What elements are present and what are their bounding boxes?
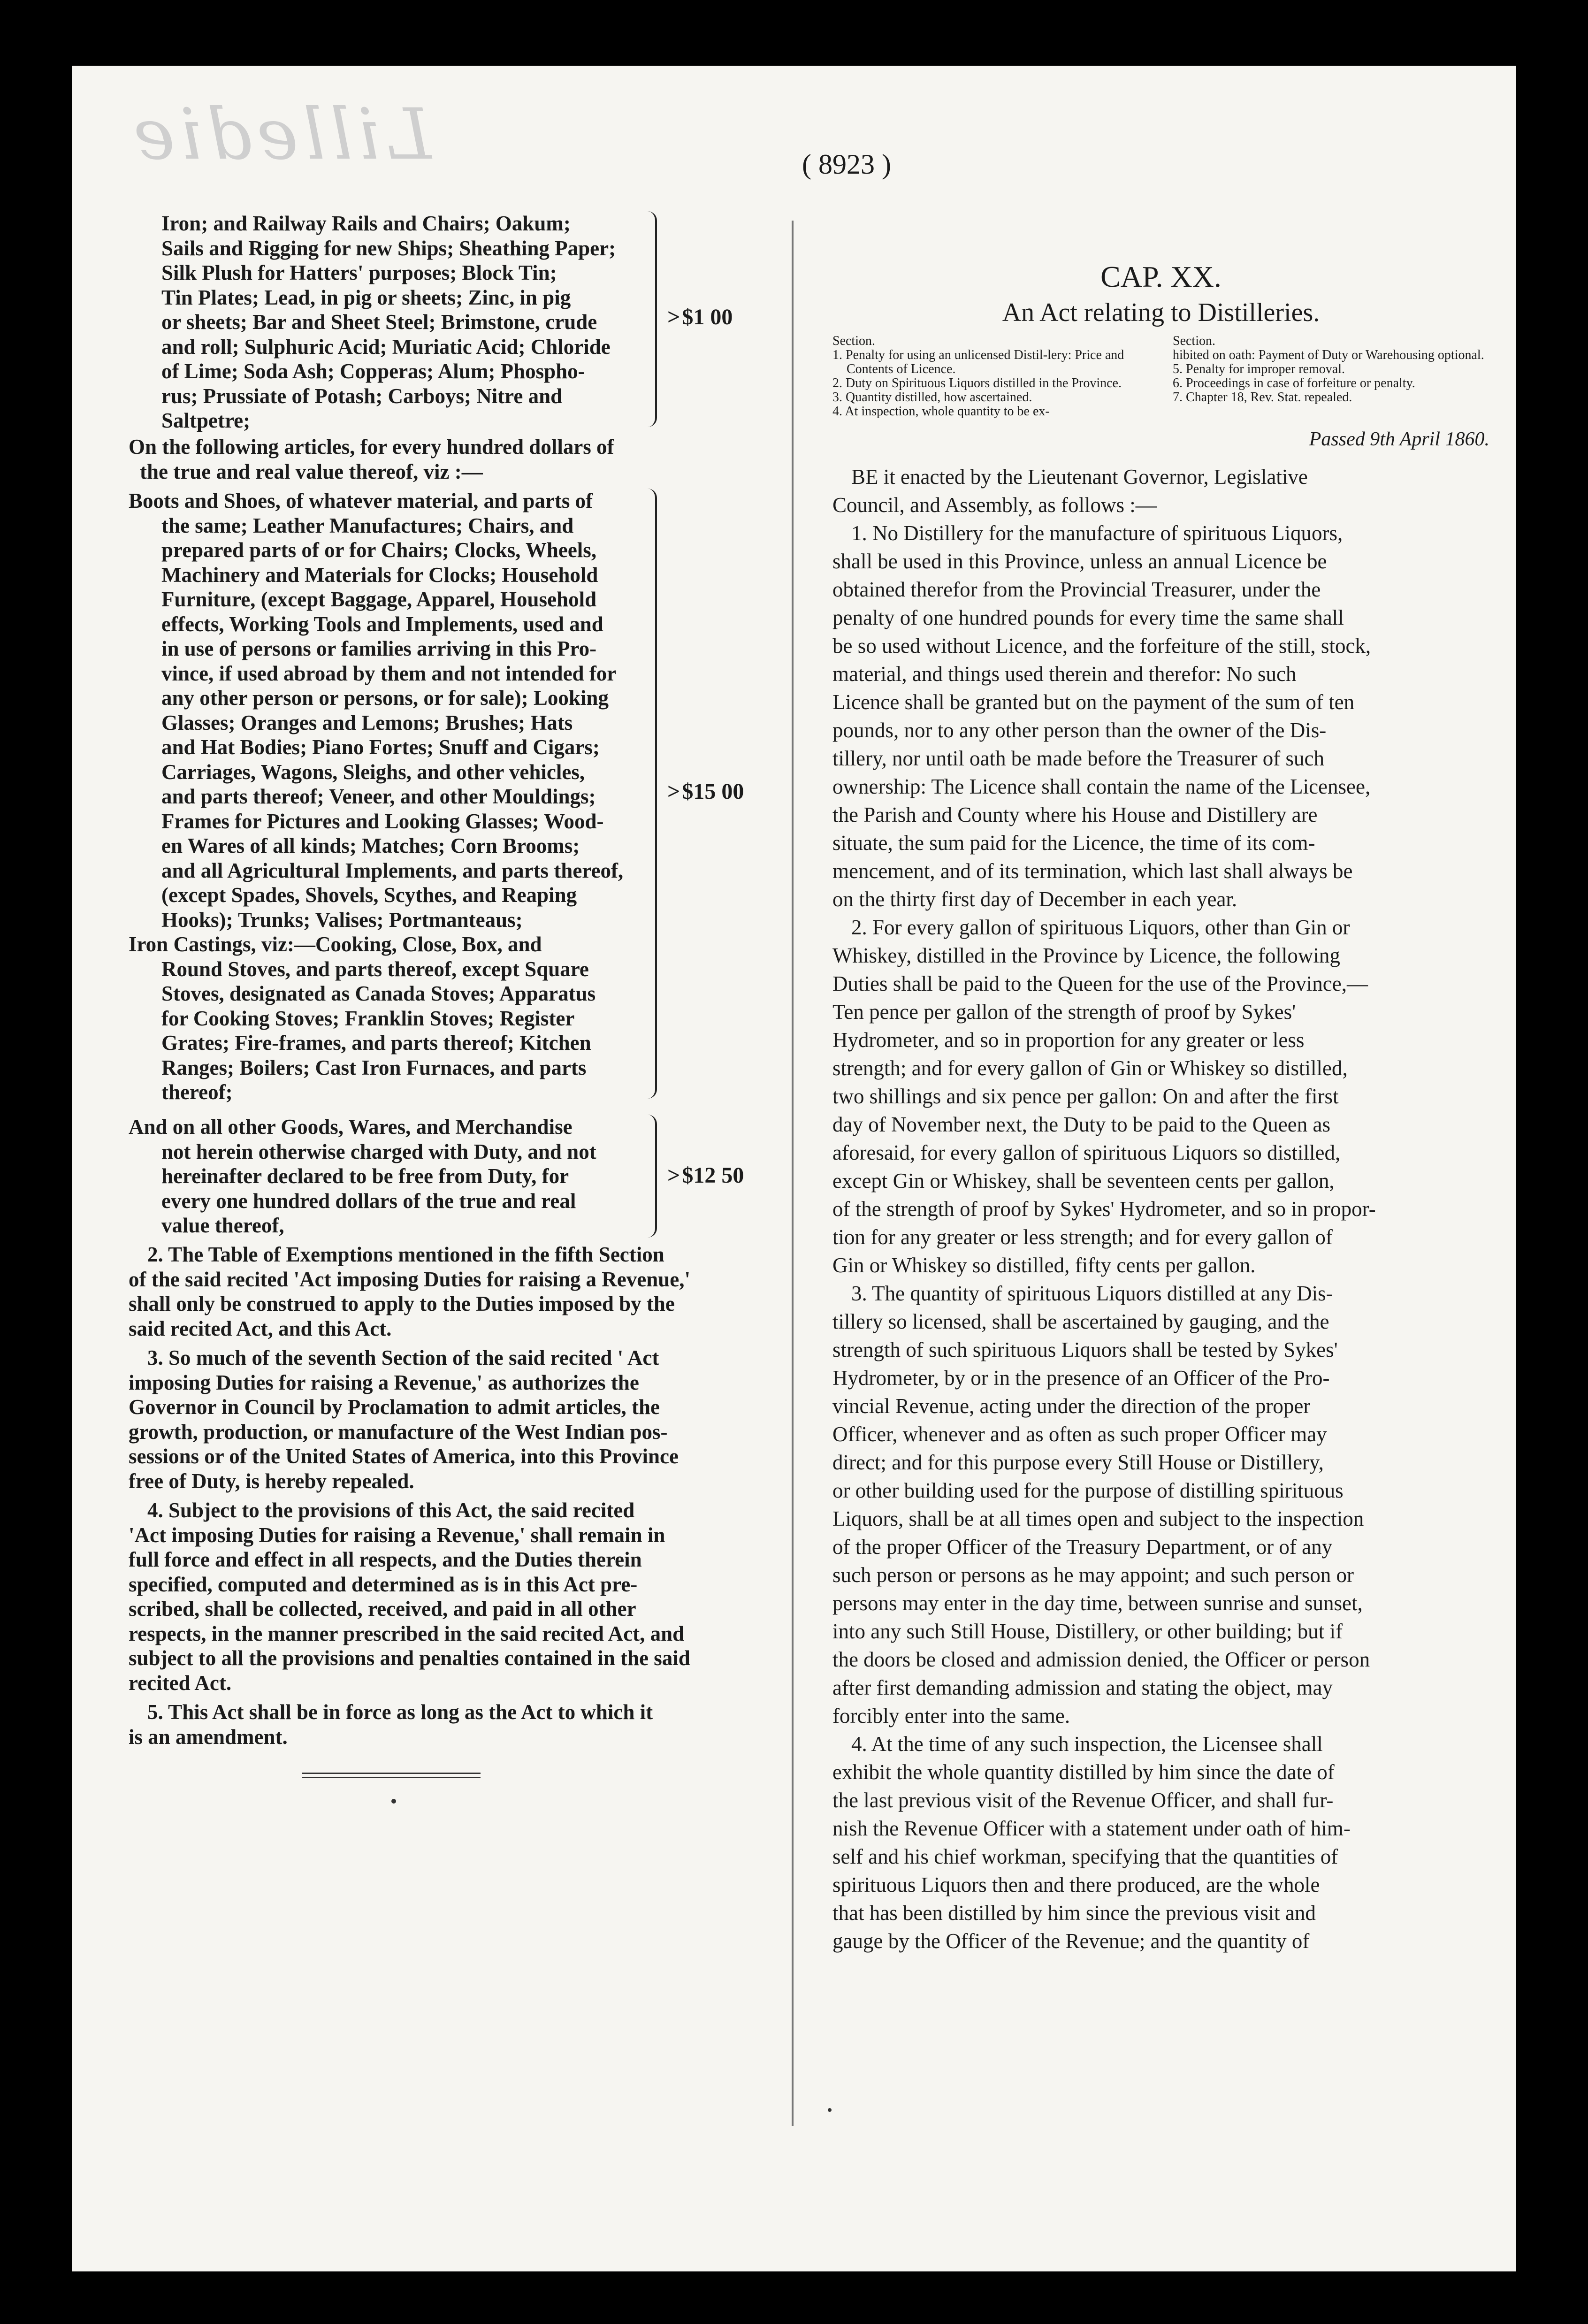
- tariff-line: every one hundred dollars of the true and real: [161, 1189, 576, 1213]
- tariff-line: Carriages, Wagons, Sleighs, and other vehicles,: [161, 760, 585, 784]
- section-line: of the said recited 'Act imposing Duties for raising a Revenue,': [129, 1267, 691, 1291]
- section-line: said recited Act, and this Act.: [129, 1316, 392, 1340]
- act-line: pounds, nor to any other person than the owner of the Dis-: [832, 719, 1327, 742]
- section-index-header: Section.: [832, 334, 875, 348]
- tariff-line: Hooks); Trunks; Valises; Portmanteaus;: [161, 908, 523, 932]
- act-line: be so used without Licence, and the forfeiture of the still, stock,: [832, 634, 1371, 657]
- section-line: subject to all the provisions and penalties contained in the said: [129, 1646, 690, 1670]
- act-line: spirituous Liquors then and there produced, are the whole: [832, 1873, 1320, 1896]
- act-line: on the thirty first day of December in each year.: [832, 887, 1237, 911]
- section-paragraph: [129, 1498, 743, 1695]
- section-line: 2. The Table of Exemptions mentioned in the fifth Section: [147, 1243, 664, 1266]
- tariff-line: effects, Working Tools and Implements, used and: [161, 612, 603, 636]
- act-line: self and his chief workman, specifying that the quantities of: [832, 1845, 1338, 1868]
- act-line: Ten pence per gallon of the strength of proof by Sykes': [832, 1000, 1296, 1024]
- act-line: of the strength of proof by Sykes' Hydrometer, and so in propor-: [832, 1197, 1376, 1221]
- section-paragraph: [129, 1700, 743, 1749]
- ornament-dot: [828, 2108, 832, 2112]
- tariff-group-3-lines: [129, 1115, 645, 1238]
- act-line: into any such Still House, Distillery, or other building; but if: [832, 1620, 1343, 1643]
- section-line: is an amendment.: [129, 1725, 288, 1749]
- tariff-line: Ranges; Boilers; Cast Iron Furnaces, and parts: [161, 1055, 587, 1079]
- act-line: penalty of one hundred pounds for every time the same shall: [832, 606, 1344, 629]
- tariff-line: rus; Prussiate of Potash; Carboys; Nitre and: [161, 384, 563, 408]
- act-line: obtained therefor from the Provincial Treasurer, under the: [832, 578, 1321, 601]
- act-line: strength of such spirituous Liquors shall be tested by Sykes': [832, 1338, 1338, 1361]
- tariff-line: the same; Leather Manufactures; Chairs, and: [161, 513, 574, 537]
- act-line: tillery, nor until oath be made before the Treasurer of such: [832, 747, 1325, 770]
- tariff-amount-3: > $12 50: [667, 1163, 744, 1188]
- tariff-intro: [129, 435, 743, 484]
- section-line: free of Duty, is hereby repealed.: [129, 1469, 414, 1493]
- act-line: Whiskey, distilled in the Province by Licence, the following: [832, 944, 1340, 967]
- tariff-line: Sails and Rigging for new Ships; Sheathing Paper;: [161, 236, 616, 260]
- tariff-line: of Lime; Soda Ash; Copperas; Alum; Phospho-: [161, 359, 585, 383]
- act-line: of the proper Officer of the Treasury Department, or of any: [832, 1535, 1333, 1559]
- tariff-line: and parts thereof; Veneer, and other Mouldings;: [161, 785, 596, 808]
- passed-date: Passed 9th April 1860.: [1309, 428, 1489, 450]
- act-line: Council, and Assembly, as follows :—: [832, 493, 1157, 517]
- tariff-line: thereof;: [161, 1080, 233, 1104]
- tariff-line: Frames for Pictures and Looking Glasses; Wood-: [161, 809, 604, 833]
- end-rule: [302, 1773, 481, 1778]
- section-line: sessions or of the United States of America, into this Province: [129, 1445, 679, 1468]
- section-line: growth, production, or manufacture of the West Indian pos-: [129, 1420, 668, 1444]
- document-page: [72, 66, 1516, 2271]
- act-paragraph: [832, 1279, 1489, 1730]
- act-line: after first demanding admission and stating the object, may: [832, 1676, 1333, 1699]
- act-line: two shillings and six pence per gallon: On and after the first: [832, 1085, 1339, 1108]
- tariff-line: not herein otherwise charged with Duty, and not: [161, 1139, 596, 1163]
- act-line: 1. No Distillery for the manufacture of spirituous Liquors,: [851, 521, 1343, 545]
- act-line: or other building used for the purpose of distilling spirituous: [832, 1479, 1344, 1502]
- section-line: 'Act imposing Duties for raising a Revenue,' shall remain in: [129, 1523, 665, 1547]
- tariff-line: value thereof,: [161, 1214, 284, 1237]
- page-number: ( 8923 ): [802, 149, 891, 180]
- act-line: material, and things used therein and therefor: No such: [832, 662, 1297, 686]
- tariff-line: en Wares of all kinds; Matches; Corn Brooms;: [161, 834, 580, 857]
- act-line: Licence shall be granted but on the payment of the sum of ten: [832, 690, 1355, 714]
- act-line: Liquors, shall be at all times open and subject to the inspection: [832, 1507, 1364, 1530]
- act-line: BE it enacted by the Lieutenant Governor, Legislative: [851, 465, 1308, 489]
- brace: [645, 489, 657, 1099]
- act-line: persons may enter in the day time, between sunrise and sunset,: [832, 1591, 1363, 1615]
- tariff-line: prepared parts of or for Chairs; Clocks, Wheels,: [161, 538, 597, 562]
- act-line: 4. At the time of any such inspection, the Licensee shall: [851, 1732, 1323, 1756]
- act-line: 2. For every gallon of spirituous Liquors, other than Gin or: [851, 916, 1350, 939]
- act-line: strength; and for every gallon of Gin or Whiskey so distilled,: [832, 1056, 1348, 1080]
- tariff-line: Grates; Fire-frames, and parts thereof; Kitchen: [161, 1031, 591, 1055]
- section-index-item: 6. Proceedings in case of forfeiture or penalty.: [1173, 376, 1415, 390]
- section-index-item: 1. Penalty for using an unlicensed Distil-lery: Price and Contents of Licence.: [832, 348, 1124, 376]
- brace: [645, 211, 657, 427]
- left-column: [129, 211, 743, 1804]
- section-line: respects, in the manner prescribed in the said recited Act, and: [129, 1621, 685, 1645]
- chapter-heading: CAP. XX.: [1100, 260, 1222, 293]
- act-line: Gin or Whiskey so distilled, fifty cents per gallon.: [832, 1254, 1256, 1277]
- tariff-line: Iron; and Railway Rails and Chairs; Oakum;: [161, 212, 571, 235]
- act-line: nish the Revenue Officer with a statement under oath of him-: [832, 1817, 1351, 1840]
- act-paragraph: [832, 463, 1489, 519]
- section-index-item: 5. Penalty for improper removal.: [1173, 362, 1345, 376]
- tariff-group-2: [129, 489, 743, 1108]
- tariff-group-2-lines: [129, 489, 645, 1105]
- tariff-line: in use of persons or families arriving in this Pro-: [161, 637, 597, 660]
- tariff-line: or sheets; Bar and Sheet Steel; Brimstone, crude: [161, 310, 597, 334]
- tariff-line: and roll; Sulphuric Acid; Muriatic Acid; Chloride: [161, 335, 611, 359]
- tariff-line: Saltpetre;: [161, 409, 251, 432]
- tariff-line: Silk Plush for Hatters' purposes; Block Tin;: [161, 261, 557, 284]
- act-line: situate, the sum paid for the Licence, the time of its com-: [832, 831, 1315, 855]
- act-line: aforesaid, for every gallon of spirituous Liquors so distilled,: [832, 1141, 1341, 1164]
- act-paragraph: [832, 913, 1489, 1279]
- tariff-group-3: [129, 1115, 743, 1240]
- act-line: that has been distilled by him since the previous visit and: [832, 1901, 1316, 1925]
- act-line: mencement, and of its termination, which last shall always be: [832, 859, 1353, 883]
- tariff-line: any other person or persons, or for sale); Looking: [161, 686, 609, 710]
- tariff-line: Glasses; Oranges and Lemons; Brushes; Hats: [161, 711, 573, 734]
- act-line: day of November next, the Duty to be paid to the Queen as: [832, 1113, 1330, 1136]
- right-column: [832, 221, 1489, 1955]
- section-line: 4. Subject to the provisions of this Act, the said recited: [147, 1498, 635, 1522]
- act-line: tillery so licensed, shall be ascertained by gauging, and the: [832, 1310, 1329, 1333]
- brace: [645, 1115, 657, 1238]
- act-line: gauge by the Officer of the Revenue; and the quantity of: [832, 1929, 1310, 1953]
- section-line: imposing Duties for raising a Revenue,' as authorizes the: [129, 1370, 639, 1394]
- section-index-left: [832, 334, 1149, 419]
- act-line: shall be used in this Province, unless an annual Licence be: [832, 550, 1327, 573]
- section-line: 5. This Act shall be in force as long as the Act to which it: [147, 1700, 653, 1724]
- section-index-right: [1173, 334, 1489, 419]
- tariff-line: Stoves, designated as Canada Stoves; Apparatus: [161, 982, 596, 1005]
- act-line: exhibit the whole quantity distilled by him since the date of: [832, 1760, 1335, 1784]
- act-line: vincial Revenue, acting under the direction of the proper: [832, 1394, 1311, 1418]
- tariff-group-1: [129, 211, 743, 433]
- tariff-line: and Hat Bodies; Piano Fortes; Snuff and Cigars;: [161, 735, 600, 759]
- act-line: except Gin or Whiskey, shall be seventeen cents per gallon,: [832, 1169, 1335, 1193]
- tariff-amount-1: > $1 00: [667, 305, 733, 330]
- section-index-item: hibited on oath: Payment of Duty or Warehousing optional.: [1173, 348, 1484, 362]
- tariff-line: Boots and Shoes, of whatever material, and parts of: [129, 489, 593, 512]
- act-line: tion for any greater or less strength; and for every gallon of: [832, 1225, 1333, 1249]
- section-index-item: 3. Quantity distilled, how ascertained.: [832, 390, 1032, 405]
- act-line: Officer, whenever and as often as such proper Officer may: [832, 1422, 1327, 1446]
- act-line: Duties shall be paid to the Queen for the use of the Province,—: [832, 972, 1368, 995]
- handwritten-signature-mirrored: Lilledie: [129, 94, 432, 176]
- act-line: forcibly enter into the same.: [832, 1704, 1070, 1728]
- section-index-item: 7. Chapter 18, Rev. Stat. repealed.: [1173, 390, 1352, 405]
- tariff-line: Iron Castings, viz:—Cooking, Close, Box, and: [129, 933, 542, 956]
- act-paragraph: [832, 1730, 1489, 1955]
- tariff-intro-line: On the following articles, for every hundred dollars of: [129, 435, 614, 459]
- tariff-line: Machinery and Materials for Clocks; Household: [161, 563, 598, 587]
- section-line: 3. So much of the seventh Section of the said recited ' Act: [147, 1346, 659, 1369]
- tariff-group-1-lines: [129, 211, 678, 433]
- act-line: Hydrometer, by or in the presence of an Officer of the Pro-: [832, 1366, 1330, 1390]
- act-body: [832, 463, 1489, 1955]
- act-line: 3. The quantity of spirituous Liquors distilled at any Dis-: [851, 1282, 1333, 1305]
- section-index-item: 4. At inspection, whole quantity to be ex-: [832, 404, 1050, 419]
- tariff-line: Furniture, (except Baggage, Apparel, Household: [161, 588, 597, 611]
- act-line: direct; and for this purpose every Still House or Distillery,: [832, 1451, 1324, 1474]
- tariff-line: hereinafter declared to be free from Duty, for: [161, 1164, 569, 1188]
- section-line: scribed, shall be collected, received, and paid in all other: [129, 1597, 636, 1621]
- section-line: Governor in Council by Proclamation to admit articles, the: [129, 1395, 660, 1419]
- section-index-header: Section.: [1173, 334, 1215, 348]
- section-line: recited Act.: [129, 1671, 232, 1695]
- act-line: ownership: The Licence shall contain the name of the Licensee,: [832, 775, 1371, 798]
- act-title: An Act relating to Distilleries.: [1002, 298, 1320, 327]
- act-paragraph: [832, 519, 1489, 913]
- column-divider: [792, 221, 794, 2126]
- tariff-line: Round Stoves, and parts thereof, except Square: [161, 957, 589, 981]
- tariff-amount-2: > $15 00: [667, 780, 744, 804]
- tariff-intro-line: the true and real value thereof, viz :—: [140, 459, 483, 483]
- act-line: such person or persons as he may appoint; and such person or: [832, 1563, 1354, 1587]
- act-line: the doors be closed and admission denied, the Officer or person: [832, 1648, 1370, 1671]
- tariff-line: for Cooking Stoves; Franklin Stoves; Register: [161, 1006, 575, 1030]
- section-paragraph: [129, 1345, 743, 1493]
- tariff-line: Tin Plates; Lead, in pig or sheets; Zinc, in pig: [161, 285, 571, 309]
- section-line: full force and effect in all respects, and the Duties therein: [129, 1548, 642, 1571]
- tariff-line: vince, if used abroad by them and not intended for: [161, 661, 617, 685]
- section-line: specified, computed and determined as is in this Act pre-: [129, 1572, 638, 1596]
- tariff-line: (except Spades, Shovels, Scythes, and Reaping: [161, 883, 577, 907]
- act-line: the Parish and County where his House and Distillery are: [832, 803, 1318, 826]
- ornament-dot: [391, 1799, 396, 1804]
- tariff-line: and all Agricultural Implements, and parts thereof,: [161, 858, 624, 882]
- section-paragraph: [129, 1242, 743, 1341]
- left-sections: [129, 1242, 743, 1749]
- section-line: shall only be construed to apply to the Duties imposed by the: [129, 1292, 675, 1315]
- act-line: the last previous visit of the Revenue Officer, and shall fur-: [832, 1789, 1334, 1812]
- act-line: Hydrometer, and so in proportion for any greater or less: [832, 1028, 1305, 1052]
- section-index-item: 2. Duty on Spirituous Liquors distilled in the Province.: [832, 376, 1122, 390]
- section-index: [832, 334, 1489, 419]
- tariff-line: And on all other Goods, Wares, and Merchandise: [129, 1115, 573, 1139]
